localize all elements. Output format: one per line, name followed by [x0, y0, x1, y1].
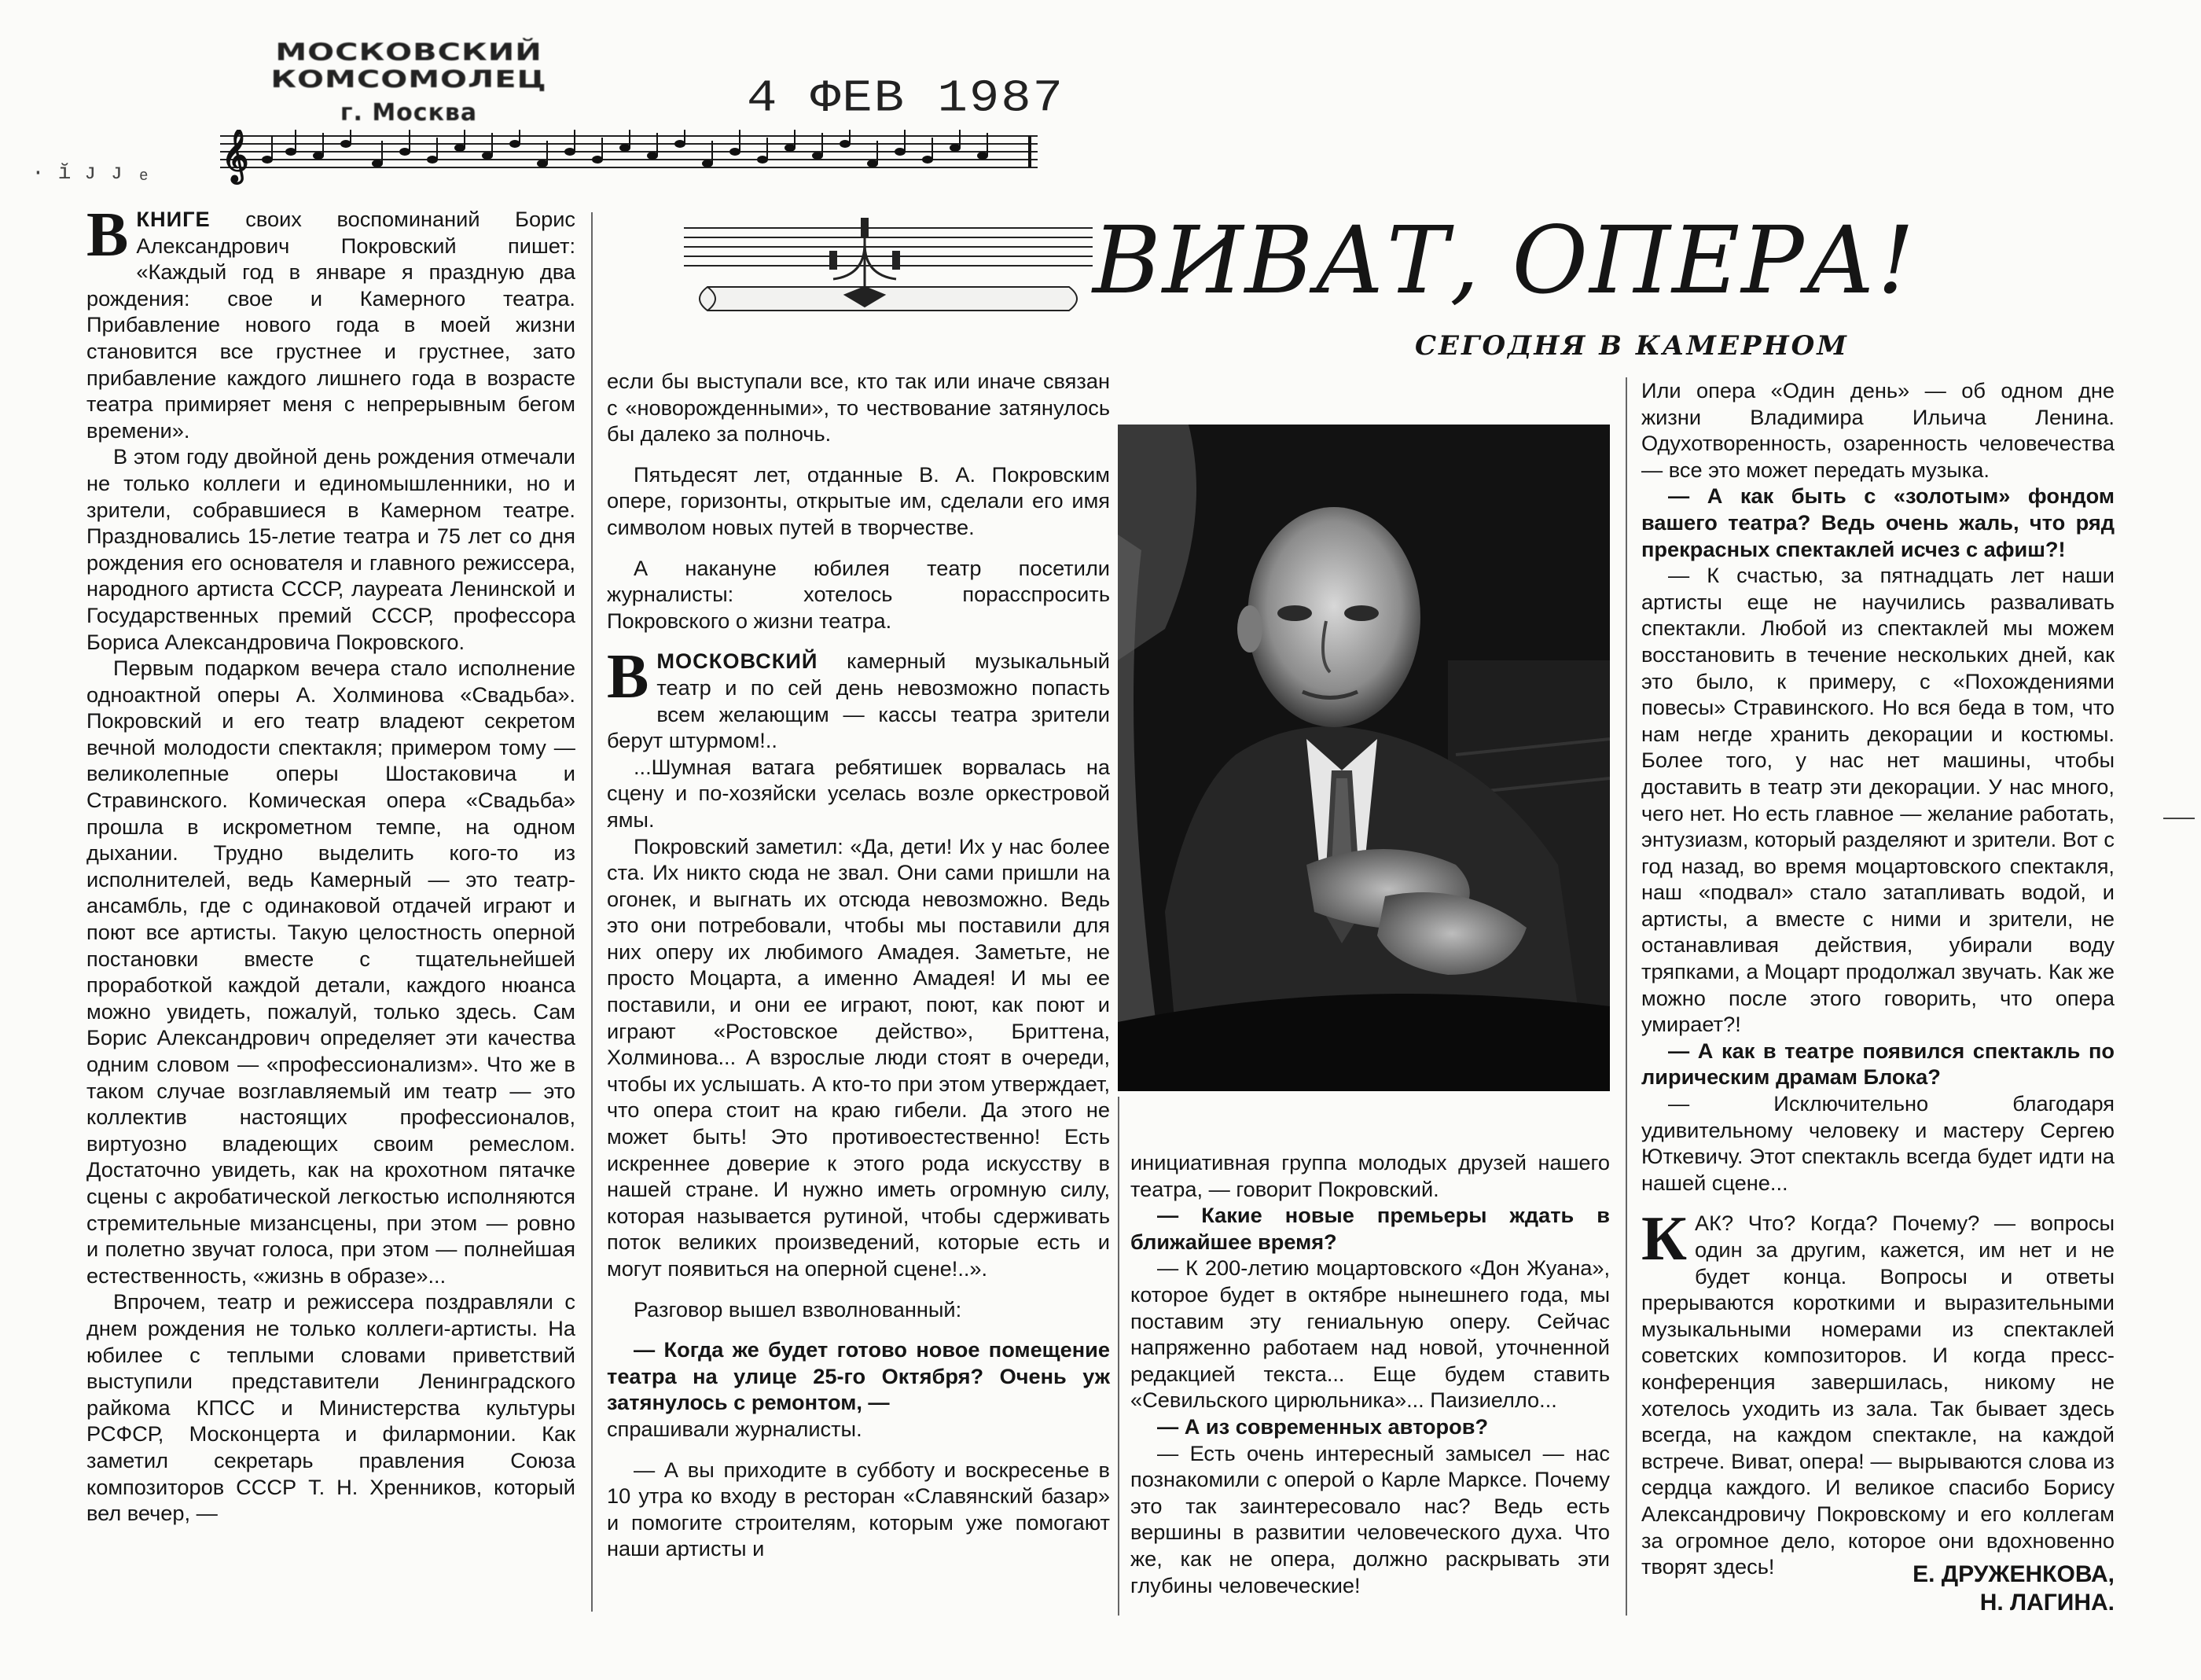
subheadline: СЕГОДНЯ В КАМЕРНОМ — [1415, 330, 1849, 362]
paragraph: Первым подарком вечера стало исполнение одноактной оперы А. Холминова «Свадьба». Покровский и его театр владеют секретом вечной молодости спектакля; примером тому — великолепные оперы Шостаковича и Стравинского. Комическая опера «Свадьба» прошла в искрометном темпе, на одном дыхании. Трудно выделить кого-то из исполнителей, ведь Камерный — это театр-ансамбль, где с одинаковой отдачей играют и поют все артисты. Такую целостность оперной постановки вместе с тщательнейшей проработкой каждой детали, каждого нюанса можно увидеть, пожалуй, только здесь. Сам Борис Александрович определяет эти качества одним словом — «профессионализм». Что же в таком случае возглавляемый им театр — это коллектив настоящих профессионалов, виртуозно владеющих своим ремеслом. Достаточно увидеть, как на крохотном пятачке сцены с акробатической легкостью исполняются стремительные мизансцены, при этом — ровно и полетно звучат голоса, при этом — полнейшая естественность, «жизнь в образе»... — [86, 656, 575, 1288]
candelabra-scroll-illustration — [676, 212, 1100, 330]
svg-text:𝄞: 𝄞 — [222, 130, 249, 182]
dropcap: В — [86, 200, 129, 270]
paragraph: ...Шумная ватага ребятишек ворвалась на сцену и по-хозяйски уселась возле оркестровой ямы. — [607, 754, 1110, 832]
paragraph: А накануне юбилея театр посетили журналисты: хотелось порасспросить Покровского о жизни театра. — [607, 555, 1110, 633]
column-rule — [1626, 377, 1627, 1616]
music-staff-decoration — [220, 130, 1045, 193]
paragraph: спрашивали журналисты. — [607, 1416, 862, 1441]
column-rule — [591, 212, 593, 1612]
lead-capword: МОСКОВСКИЙ — [656, 649, 818, 674]
edge-mark — [2163, 818, 2195, 819]
paragraph: — К 200-летию моцартовского «Дон Жуана», которое будет в октябре нынешнего года, мы поставим эту гениальную оперу. Сейчас напряженно работаем над новой, уточненной редакцией текста... Еще будем ставить «Севильского цирюльника»... Паизиелло... — [1130, 1255, 1610, 1413]
paragraph: инициативная группа молодых друзей нашего театра, — говорит Покровский. — [1130, 1150, 1610, 1201]
article-column-4 — [1641, 377, 2115, 1580]
city-label: г. Москва — [340, 99, 478, 127]
journalist-question: — Какие новые премьеры ждать в ближайшее время? — [1130, 1203, 1610, 1254]
paragraph: если бы выступали все, кто так или иначе связан с «новорожденными», то чествование затянулось бы далеко за полночь. — [607, 369, 1110, 447]
journalist-question: — Когда же будет готово новое помещение театра на улице 25-го Октября? Очень уж затянулось с ремонтом, — — [607, 1337, 1110, 1415]
article-column-1 — [86, 200, 575, 1527]
dropcap: В — [607, 642, 649, 712]
date-stamp: 4 ФЕВ 1987 — [747, 73, 1065, 125]
journalist-question: — А из современных авторов? — [1157, 1413, 1489, 1439]
paragraph: — Есть очень интересный замысел — нас познакомили с оперой о Карле Марксе. Почему это так заинтересовало нас? Ведь есть вершины в развитии человеческого духа. Что же, как не опера, должно раскрывать эти глубины человеческие! — [1130, 1440, 1610, 1597]
paragraph: Покровский заметил: «Да, дети! Их у нас более ста. Их никто сюда не звал. Они сами пришли на огонек, и выгнать их отсюда невозможно. Ведь это они потребовали, чтобы мы поставили для них оперу их любимого Амадея. Заметьте, не просто Моцарта, а именно Амадея! И мы ее поставили, и они ее играют, поют, как поют и играют «Ростовское действо», Бриттена, Холминова... А взрослые люди стоят в очереди, чтобы их услышать. А кто-то при этом утверждает, что опера стоит на краю гибели. Да этого не может быть! Это противоестественно! Есть искреннее доверие к этого рода искусству в нашей стране. И нужно иметь огромную силу, которая называется рутиной, чтобы сдерживать поток великих произведений, которые есть и могут появиться на оперной сцене!..». — [607, 833, 1110, 1281]
portrait-photo — [1118, 425, 1610, 1091]
lead-text: своих воспоминаний Борис Александрович Покровский пишет: «Каждый год в январе я праздную два рождения: свое и Камерного театра. Прибавление нового года в моей жизни становится все грустнее и грустнее, зато прибавление каждого лишнего года в возрасте театра примиряет меня с непрерывным бегом времени». — [86, 207, 575, 443]
closing-lead-paragraph — [1641, 1204, 2115, 1579]
margin-marks: · ĭ ᴊ ᴊ ₑ — [31, 161, 151, 186]
article-column-3 — [1130, 1149, 1610, 1598]
paragraph: — А вы приходите в субботу и воскресенье в 10 утра ко входу в ресторан «Славянский базар» и помогите строителям, которым уже помогают наши артисты и — [607, 1457, 1110, 1561]
lead-text: АК? Что? Когда? Почему? — вопросы один за другим, кажется, им нет и не будет конца. Вопросы и ответы прерываются короткими и выразительными музыкальными номерами из спектаклей советских композиторов. И когда пресс-конференция завершилась, никому не хотелось уходить из зала. Так бывает здесь всегда, на каждом спектакле, на каждой встрече. Виват, опера! — вырываются слова из сердца каждого. И великое спасибо Борису Александровичу Покровскому и его коллегам за огромное дело, которое они вдохновенно творят здесь! — [1641, 1211, 2115, 1579]
lead-paragraph — [86, 200, 575, 443]
dropcap: К — [1641, 1204, 1688, 1274]
paragraph: — К счастью, за пятнадцать лет наши артисты еще не научились разваливать спектакли. Любой из спектаклей мы можем восстановить в течение нескольких дней, как это было, к примеру, с «Похождениями повесы» Стравинского. Но вся беда в том, что нам негде хранить декорации и костюмы. Более того, у нас нет машины, чтобы доставить в театр эти декорации. У нас много, чего нет. Но есть главное — желание работать, энтузиазм, который разделяют и зрители. Вот с год назад, во время моцартовского спектакля, наш «подвал» стало затапливать водой, и артисты, а вместе с ними и зрители, не останавливая действия, убирали воду тряпками, а Моцарт продолжал звучать. Как же можно после этого говорить, что опера умирает?! — [1641, 563, 2115, 1037]
lead-text: камерный музыкальный театр и по сей день невозможно попасть всем желающим — кассы театра зрители берут штурмом!.. — [607, 649, 1110, 753]
author-signature — [1879, 1561, 2115, 1617]
paragraph: — Исключительно благодаря удивительному человеку и мастеру Сергею Юткевичу. Этот спектакль всегда будет идти на нашей сцене... — [1641, 1091, 2115, 1195]
journalist-question: — А как в театре появился спектакль по лирическим драмам Блока? — [1641, 1038, 2115, 1090]
section-lead-paragraph — [607, 642, 1110, 753]
paragraph: Или опера «Один день» — об одном дне жизни Владимира Ильича Ленина. Одухотворенность, озаренность человечества — все это может передать музыка. — [1641, 378, 2115, 482]
paragraph: Пятьдесят лет, отданные В. А. Покровским опере, горизонты, открытые им, сделали его имя символом новых путей в творчестве. — [607, 461, 1110, 539]
journalist-question: — А как быть с «золотым» фондом вашего театра? Ведь очень жаль, что ряд прекрасных спектаклей исчез с афиш?! — [1641, 483, 2115, 561]
author-name: Е. ДРУЖЕНКОВА, — [1913, 1561, 2115, 1587]
paragraph: В этом году двойной день рождения отмечали не только коллеги и единомышленники, но и зрители, собравшиеся в Камерном театре. Праздновались 15-летие театра и 75 лет со дня рождения его основателя и главного режиссера, народного артиста СССР, лауреата Ленинской и Государственных премий СССР, профессора Бориса Александровича Покровского. — [86, 444, 575, 654]
newspaper-name: МОСКОВСКИЙ КОМСОМОЛЕЦ — [270, 39, 547, 94]
masthead — [252, 30, 566, 127]
author-name: Н. ЛАГИНА. — [1979, 1590, 2115, 1616]
headline: ВИВАТ, ОПЕРА! — [1093, 206, 1916, 314]
paragraph: Разговор вышел взволнованный: — [634, 1296, 962, 1322]
article-column-2 — [607, 368, 1110, 1562]
paragraph: Впрочем, театр и режиссера поздравляли с днем рождения не только коллеги-артисты. На юбилее с теплыми словами приветствий выступили представители Ленинградского райкома КПСС и Министерства культуры РСФСР, Москонцерта и филармонии. Как заметил секретарь правления Союза композиторов СССР Т. Н. Хренников, который вел вечер, — — [86, 1289, 575, 1526]
column-rule — [1118, 1097, 1119, 1616]
lead-capword: КНИГЕ — [136, 207, 211, 231]
